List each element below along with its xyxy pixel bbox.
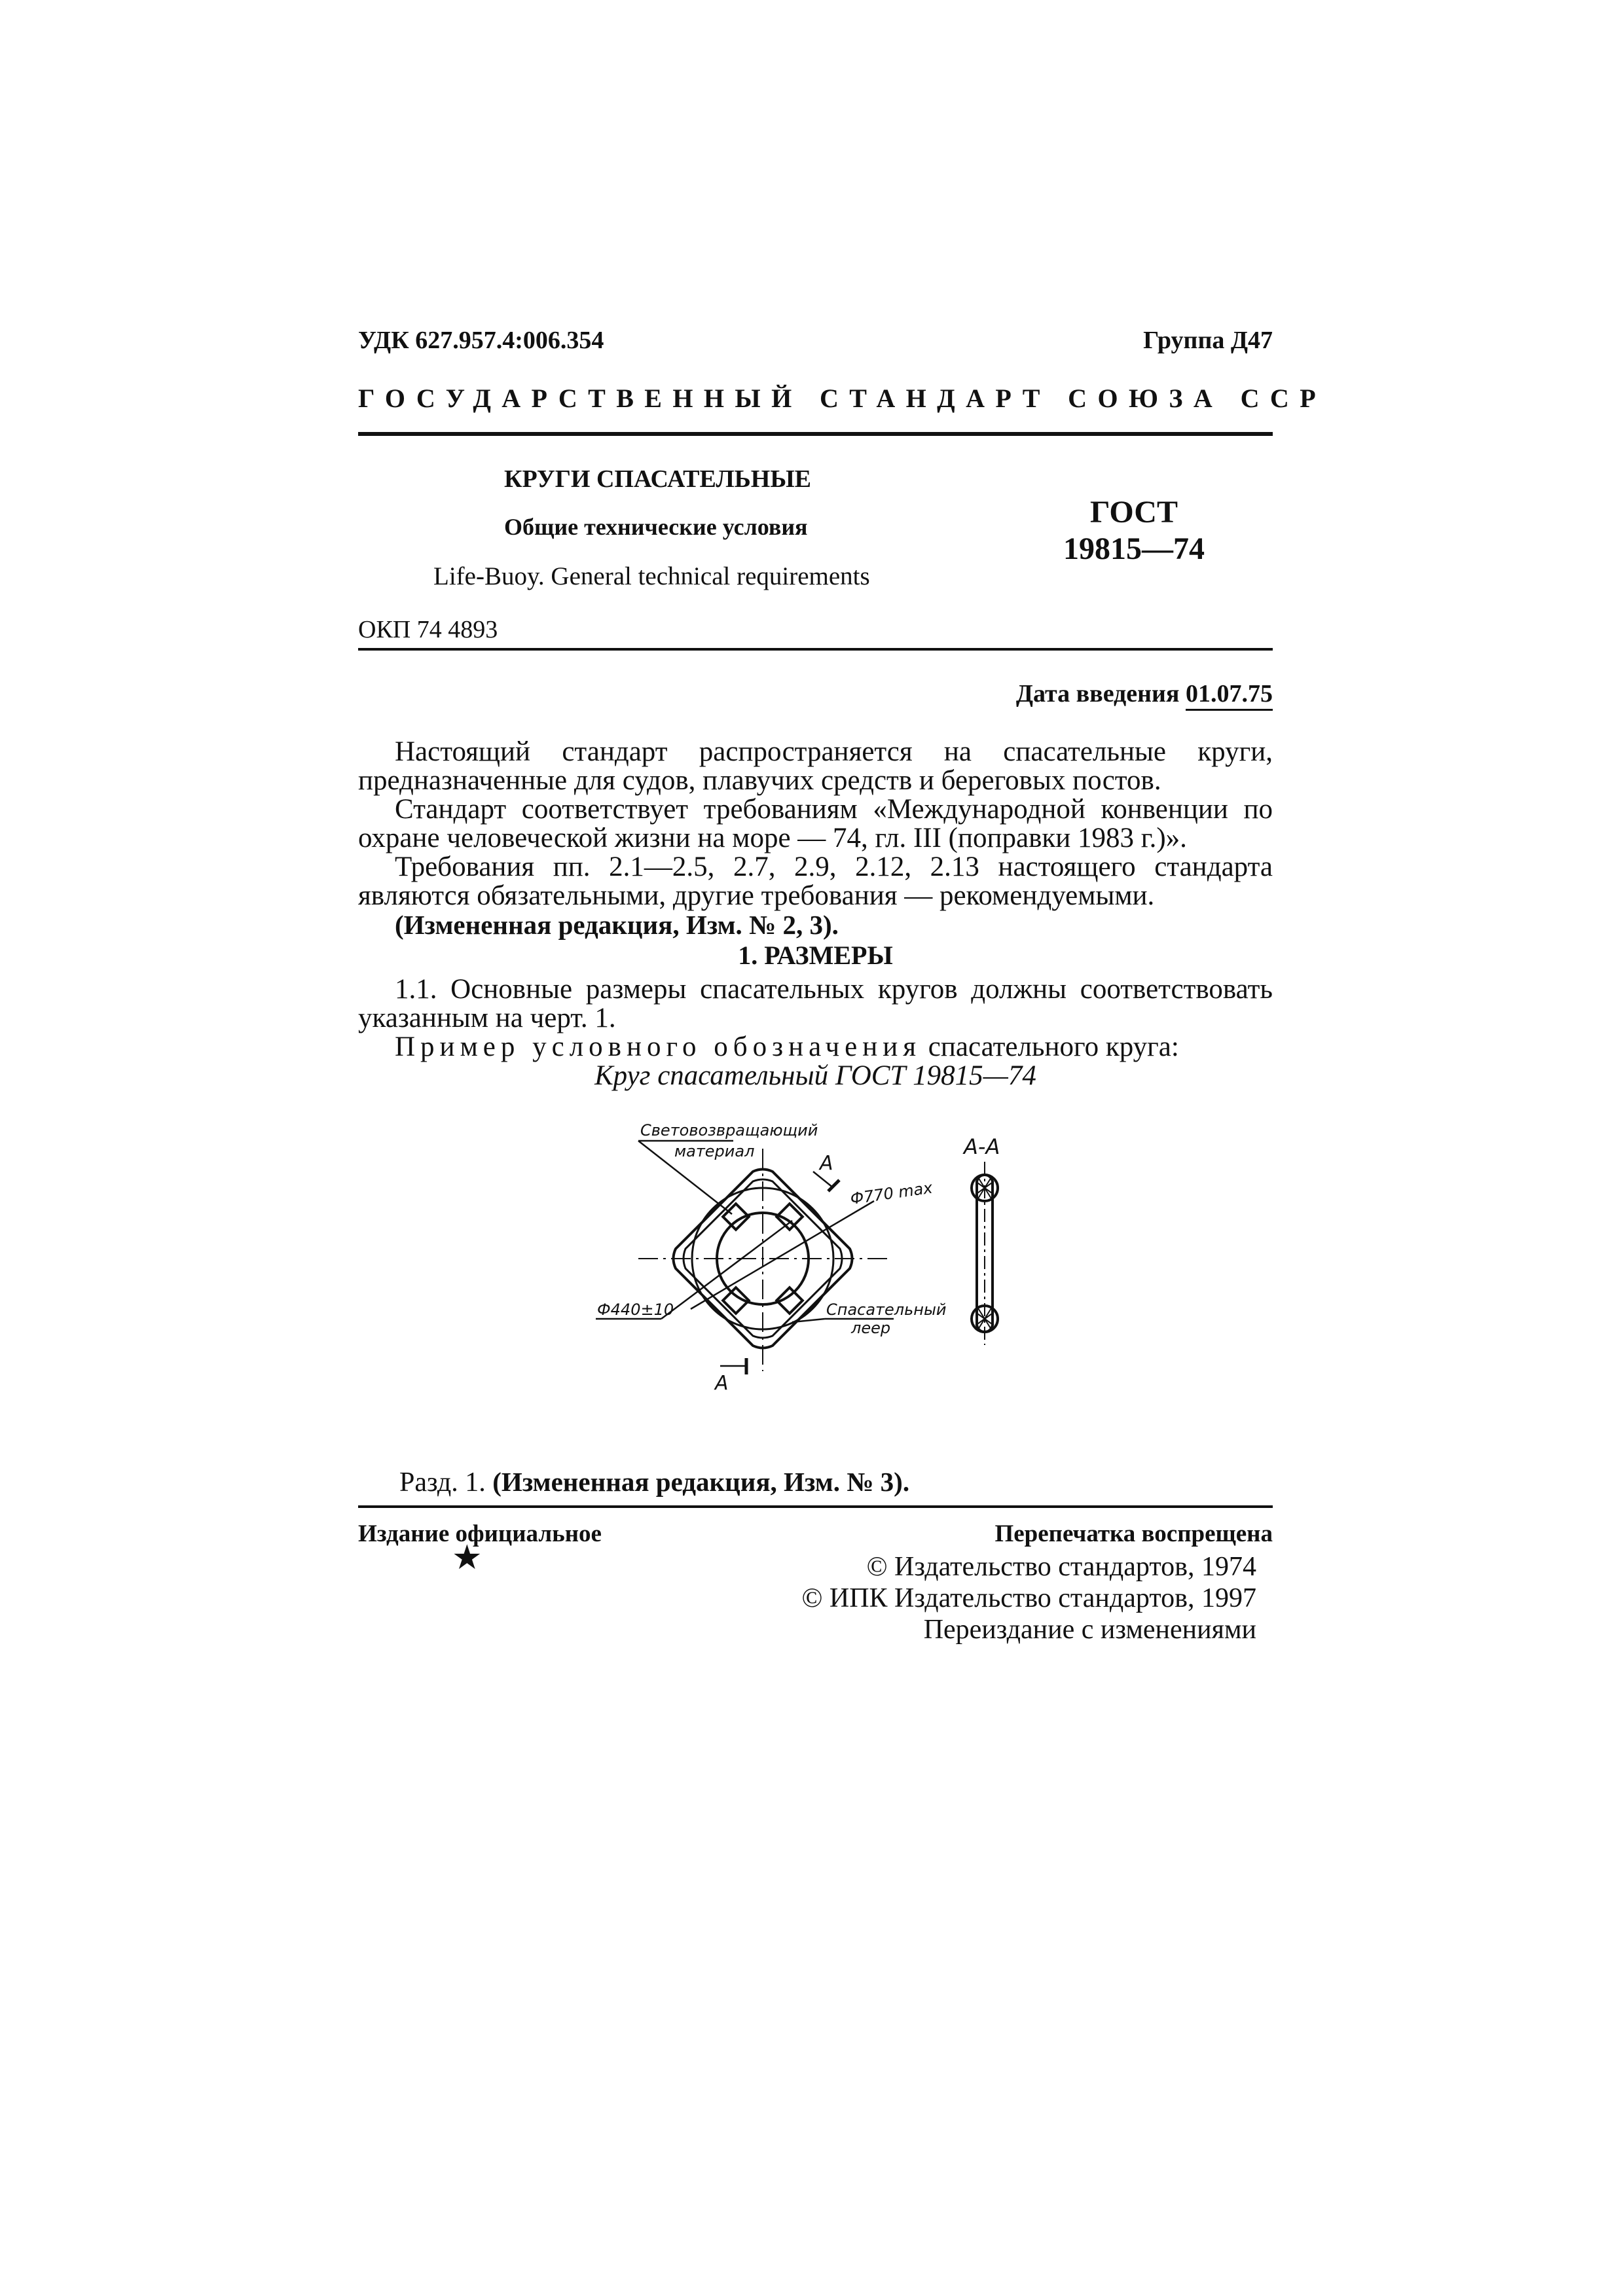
group-code: Группа Д47 (1143, 327, 1273, 354)
example-label: Пример условного обозначения (395, 1031, 922, 1062)
label-reflective-2: материал (674, 1142, 755, 1160)
top-rule (358, 432, 1273, 436)
date-value: 01.07.75 (1186, 680, 1273, 711)
section-heading: 1. РАЗМЕРЫ (738, 941, 893, 970)
udk-code: УДК 627.957.4:006.354 (358, 327, 604, 354)
title-rule (358, 648, 1273, 651)
star-icon: ★ (452, 1539, 483, 1577)
label-reflective-1: Световозвращающий (640, 1121, 818, 1139)
document-title-english: Life-Buoy. General technical requirements (433, 562, 870, 590)
copyright-1974: © Издательство стандартов, 1974 (866, 1552, 1256, 1582)
amendment-note: (Измененная редакция, Изм. № 2, 3). (395, 910, 839, 940)
reissue-note: Переиздание с изменениями (923, 1615, 1256, 1645)
intro-paragraph-2: Стандарт соответствует требованиям «Международной конвенции по охране человеческой жизни на море — 74, гл. III (поправки 1983 г.)». (358, 794, 1273, 853)
clause-1-1: 1.1. Основные размеры спасательных кругов должны соответствовать указанным на черт. 1. (358, 974, 1273, 1033)
official-edition-label: Издание официальное (358, 1520, 602, 1547)
reprint-prohibited-label: Перепечатка воспрещена (994, 1520, 1273, 1547)
example-designation: Круг спасательный ГОСТ 19815—74 (594, 1060, 1036, 1091)
razd-note: (Измененная редакция, Изм. № 3). (492, 1467, 910, 1497)
introduction-date (1016, 679, 1273, 708)
razd-prefix: Разд. 1. (399, 1467, 486, 1498)
state-standard-heading: ГОСУДАРСТВЕННЫЙ СТАНДАРТ СОЮЗА ССР (358, 384, 1327, 413)
footer-rule (358, 1505, 1273, 1508)
intro-paragraph-3: Требования пп. 2.1—2.5, 2.7, 2.9, 2.12, 2.13 настоящего стандарта являются обязательными, другие требования — рекомендуемыми. (358, 852, 1273, 911)
section-amendment-note (399, 1466, 909, 1498)
document-title: КРУГИ СПАСАТЕЛЬНЫЕ (504, 465, 811, 493)
gost-designation (1055, 494, 1213, 567)
okp-code: ОКП 74 4893 (358, 616, 498, 643)
copyright-1997: © ИПК Издательство стандартов, 1997 (801, 1583, 1256, 1613)
label-section-cut-top: А (820, 1152, 833, 1175)
life-buoy-drawing (576, 1096, 1048, 1469)
intro-paragraph-1: Настоящий стандарт распространяется на спасательные круги, предназначенные для судов, плавучих средств и береговых постов. (358, 736, 1273, 796)
label-section-cut-bottom: А (715, 1372, 729, 1395)
date-label: Дата введения (1015, 680, 1180, 708)
example-label-rest: спасательного круга: (921, 1031, 1179, 1062)
label-inner-dia: Ф440±10 (597, 1300, 674, 1319)
gost-number: 19815—74 (1063, 531, 1205, 566)
label-lifeline-1: Спасательный (826, 1300, 947, 1319)
document-subtitle: Общие технические условия (504, 514, 808, 540)
label-lifeline-2: леер (851, 1319, 891, 1337)
gost-label: ГОСТ (1090, 495, 1178, 529)
label-outer-dia: Ф770 max (848, 1178, 934, 1208)
example-intro (358, 1033, 1273, 1062)
label-section-view: А-А (964, 1134, 1000, 1159)
